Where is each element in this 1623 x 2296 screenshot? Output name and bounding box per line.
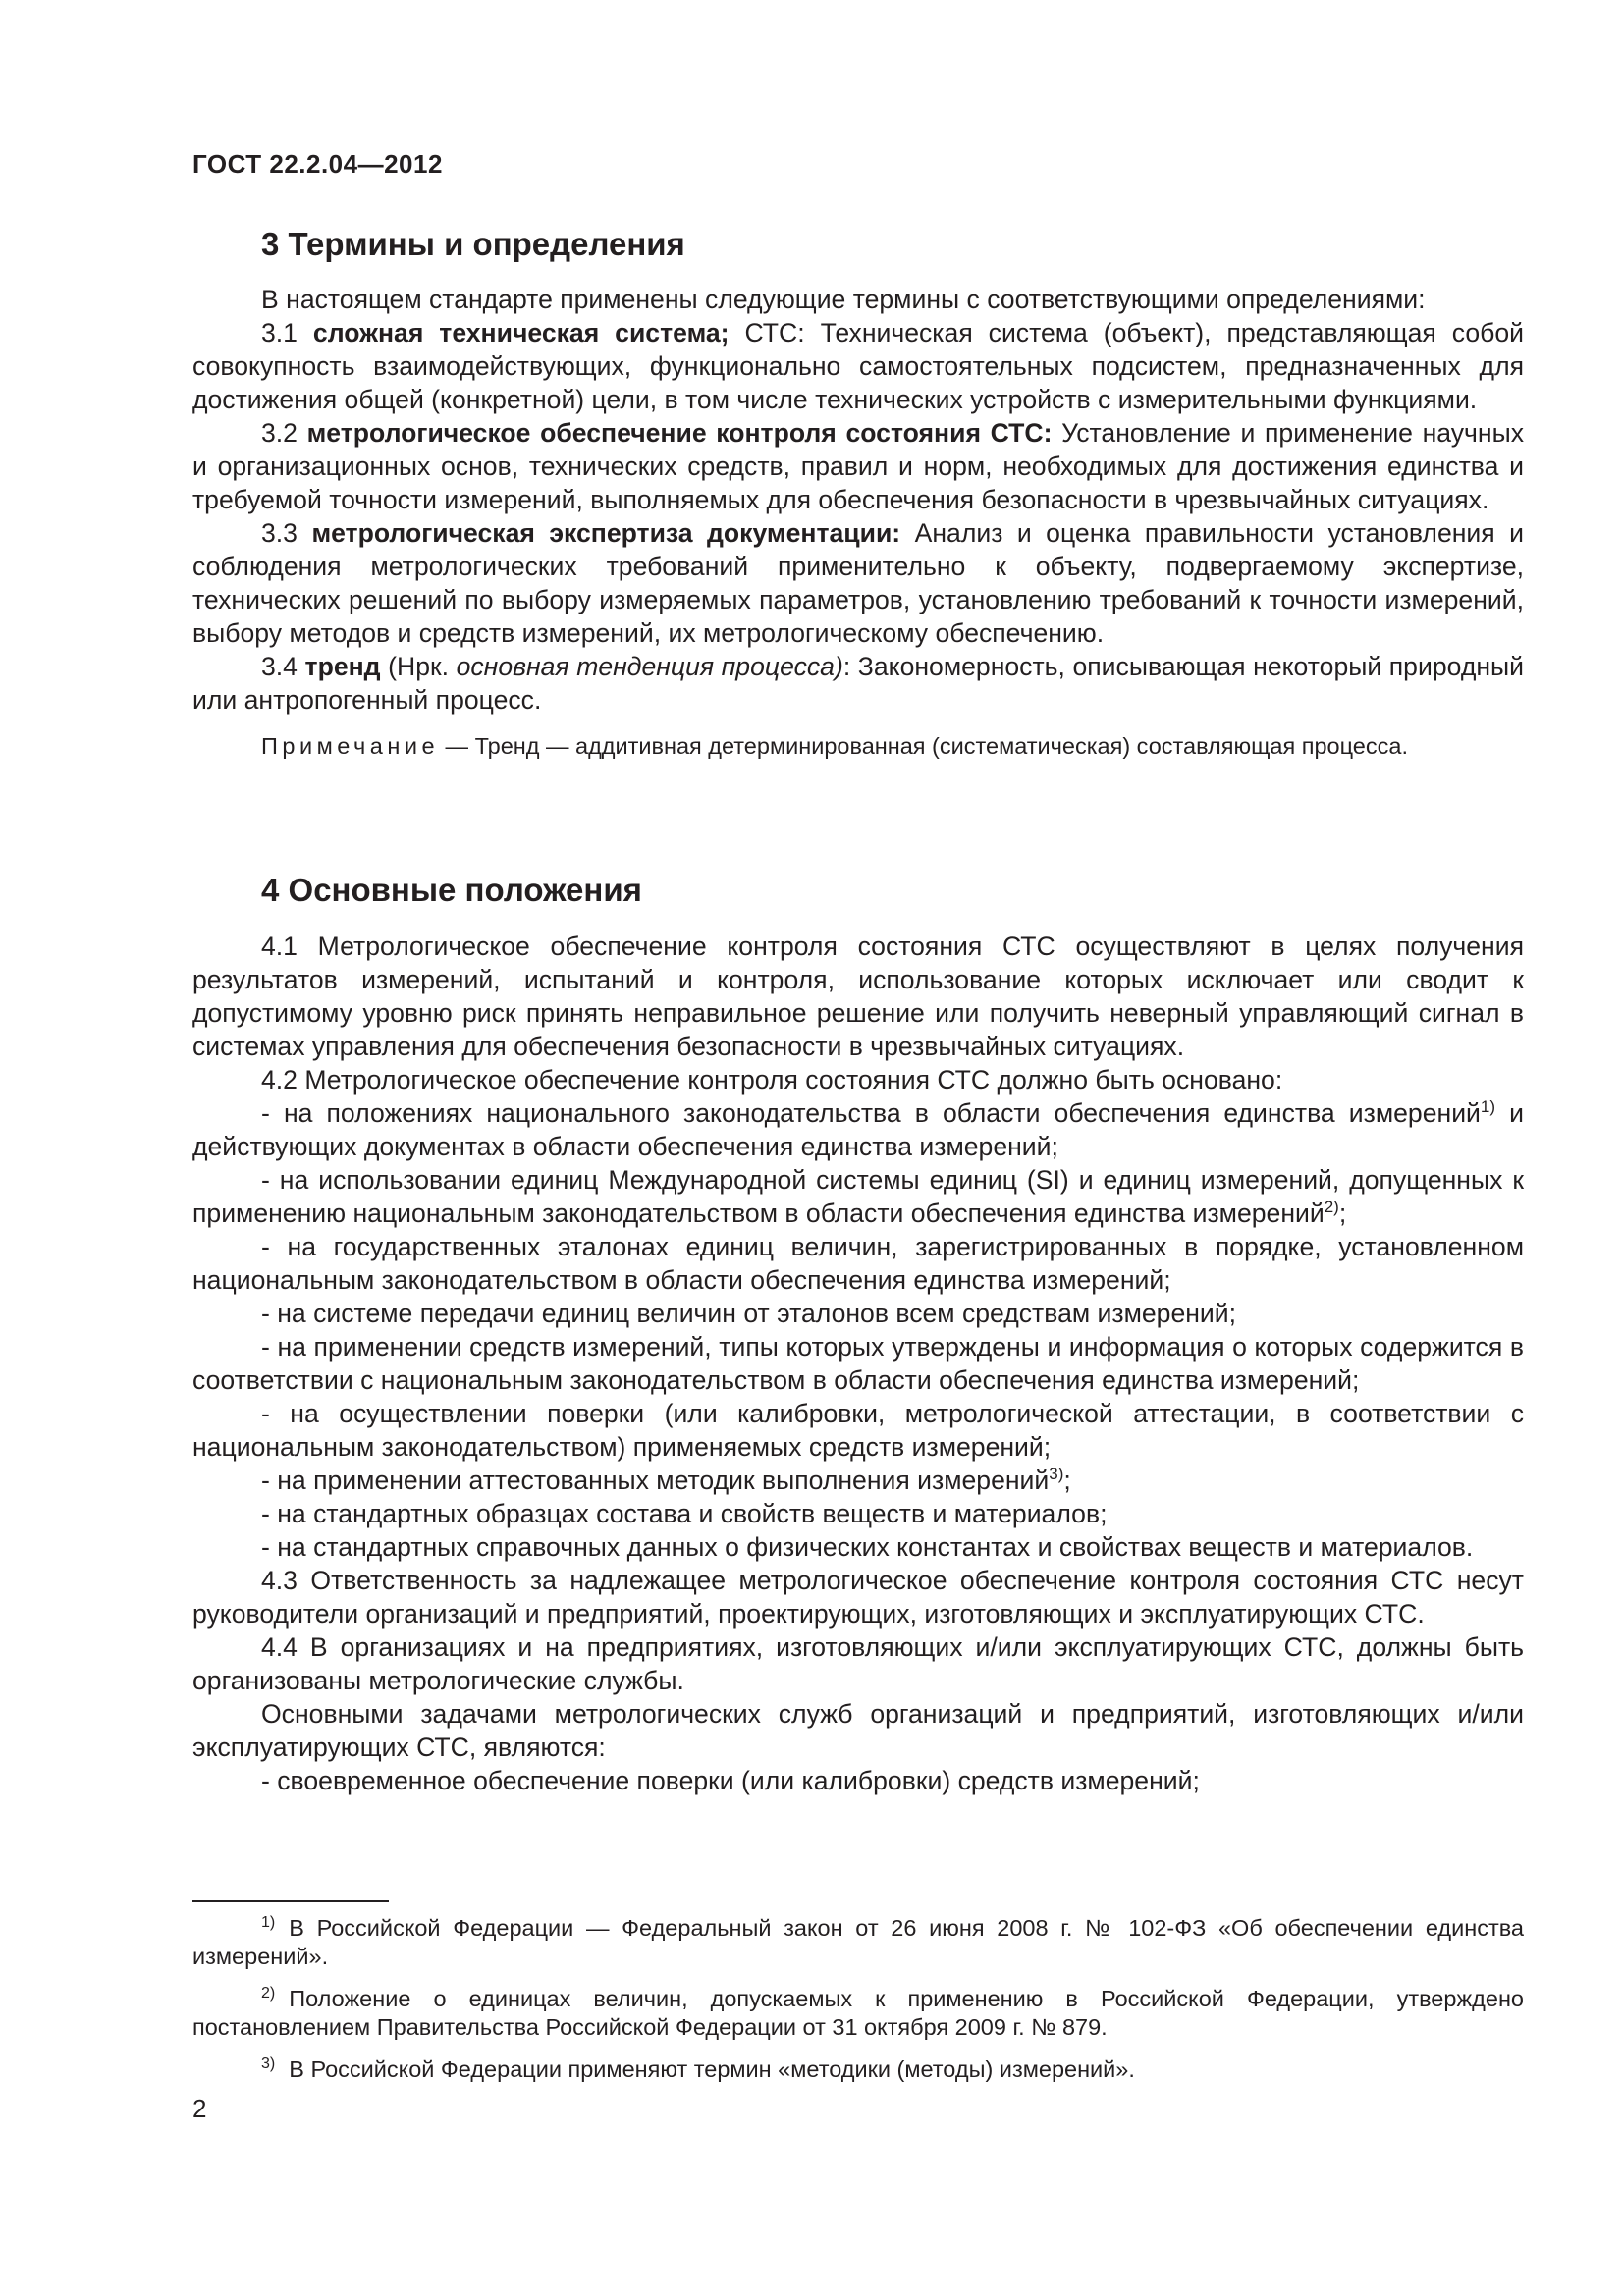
footnote-2-text: Положение о единицах величин, допускаемых к применению в Российской Федерации, утверждено постановлением Правительства Российской Федерации от 31 октября 2009 г. № 879. xyxy=(192,1986,1524,2040)
term-3-1 xyxy=(192,316,1524,416)
section-3-intro: В настоящем стандарте применены следующие термины с соответствующими определениями: xyxy=(261,285,1426,314)
list-item xyxy=(192,1464,1524,1497)
footnote-1-mark: 1) xyxy=(261,1914,276,1931)
list-item-text: - на использовании единиц Международной системы единиц (SI) и единиц измерений, допущенных к применению национальным законодательством в области обеспечения единства измерений xyxy=(192,1165,1524,1228)
footnote-ref-3: 3) xyxy=(1049,1465,1064,1483)
page-number: 2 xyxy=(192,2094,207,2123)
term-3-3 xyxy=(192,516,1524,650)
list-item xyxy=(192,1096,1524,1163)
term-3-1-number: 3.1 xyxy=(261,318,313,347)
term-3-3-term: метрологическая экспертиза документации: xyxy=(311,518,901,548)
term-3-2 xyxy=(192,416,1524,516)
clause-4-4: 4.4 В организациях и на предприятиях, изготовляющих и/или эксплуатирующих СТС, должны быть организованы метрологические службы. xyxy=(192,1632,1524,1695)
term-3-4-number: 3.4 xyxy=(261,652,305,681)
term-3-4-alt-term: основная тенденция процесса) xyxy=(456,652,843,681)
note-text: — Тренд — аддитивная детерминированная (систематическая) составляющая процесса. xyxy=(439,733,1408,759)
section-4-body xyxy=(192,930,1524,1797)
clause-4-1: 4.1 Метрологическое обеспечение контроля состояния СТС осуществляют в целях получения результатов измерений, испытаний и контроля, использование которых исключает или сводит к допустимому уровню риск принять неправильное решение или получить неверный управляющий сигнал в системах управления для обеспечения безопасности в чрезвычайных ситуациях. xyxy=(192,932,1524,1061)
section-3-body xyxy=(192,283,1524,761)
footnote-ref-2: 2) xyxy=(1324,1198,1339,1216)
footnote-separator xyxy=(192,1900,389,1902)
footnote-2-mark: 2) xyxy=(261,1985,276,2002)
list-item-text: - на применении аттестованных методик выполнения измерений xyxy=(261,1466,1050,1495)
clause-4-2: 4.2 Метрологическое обеспечение контроля состояния СТС должно быть основано: xyxy=(261,1065,1283,1095)
term-3-2-term: метрологическое обеспечение контроля состояния СТС: xyxy=(306,418,1053,448)
document-header: ГОСТ 22.2.04—2012 xyxy=(192,149,443,179)
footnote-2 xyxy=(192,1985,1524,2042)
list-item xyxy=(192,1163,1524,1230)
footnote-3-text: В Российской Федерации применяют термин «методики (методы) измерений». xyxy=(289,2056,1135,2082)
note xyxy=(192,731,1524,761)
list-item-text: ; xyxy=(1063,1466,1071,1495)
term-3-1-definition: СТС: Техническая система (объект), представляющая собой совокупность взаимодействующих, функционально самостоятельных подсистем, предназначенных для достижения общей (конкретной) цели, в том числе технических устройств с измерительными функциями. xyxy=(192,318,1525,414)
footnotes xyxy=(192,1914,1524,2098)
footnote-3 xyxy=(192,2056,1524,2084)
section-3-title: 3 Термины и определения xyxy=(261,226,685,262)
term-3-1-term: сложная техническая система; xyxy=(312,318,730,347)
section-4-title: 4 Основные положения xyxy=(261,872,642,908)
list-item: - на осуществлении поверки (или калибровки, метрологической аттестации, в соответствии с национальным законодательством) применяемых средств измерений; xyxy=(192,1399,1524,1462)
clause-4-4-tasks: Основными задачами метрологических служб организаций и предприятий, изготовляющих и/или эксплуатирующих СТС, являются: xyxy=(192,1699,1524,1762)
note-label: Примечание xyxy=(261,733,440,759)
term-3-4 xyxy=(192,650,1524,717)
term-3-2-definition: Установление и применение научных и организационных основ, технических средств, правил и норм, необходимых для достижения единства и требуемой точности измерений, выполняемых для обеспечения безопасности в чрезвычайных ситуациях. xyxy=(192,418,1525,514)
list-item-text: ; xyxy=(1338,1199,1347,1228)
term-3-4-paren: (Нрк. xyxy=(380,652,457,681)
footnote-3-mark: 3) xyxy=(261,2056,276,2072)
footnote-1 xyxy=(192,1914,1524,1971)
term-3-4-definition: : Закономерность, описывающая некоторый природный или антропогенный процесс. xyxy=(192,652,1524,715)
footnote-1-text: В Российской Федерации — Федеральный закон от 26 июня 2008 г. № 102-ФЗ «Об обеспечении единства измерений». xyxy=(192,1915,1524,1969)
list-item: - своевременное обеспечение поверки (или калибровки) средств измерений; xyxy=(261,1766,1200,1795)
list-item: - на государственных эталонах единиц величин, зарегистрированных в порядке, установленном национальным законодательством в области обеспечения единства измерений; xyxy=(192,1232,1524,1295)
clause-4-3: 4.3 Ответственность за надлежащее метрологическое обеспечение контроля состояния СТС несут руководители организаций и предприятий, проектирующих, изготовляющих и эксплуатирующих СТС. xyxy=(192,1566,1524,1629)
list-item-text: - на положениях национального законодательства в области обеспечения единства измерений xyxy=(261,1098,1481,1128)
footnote-ref-1: 1) xyxy=(1480,1097,1496,1116)
term-3-4-term: тренд xyxy=(304,652,381,681)
term-3-2-number: 3.2 xyxy=(261,418,307,448)
list-item-text: и действующих документах в области обеспечения единства измерений; xyxy=(192,1098,1524,1161)
list-item: - на стандартных справочных данных о физических константах и свойствах веществ и материалов. xyxy=(261,1532,1474,1562)
list-item: - на стандартных образцах состава и свойств веществ и материалов; xyxy=(261,1499,1108,1528)
term-3-3-number: 3.3 xyxy=(261,518,312,548)
list-item: - на применении средств измерений, типы которых утверждены и информация о которых содержится в соответствии с национальным законодательством в области обеспечения единства измерений; xyxy=(192,1332,1524,1395)
list-item: - на системе передачи единиц величин от эталонов всем средствам измерений; xyxy=(261,1299,1237,1328)
term-3-3-definition: Анализ и оценка правильности установления и соблюдения метрологических требований применительно к объекту, подвергаемому экспертизе, технических решений по выбору измеряемых параметров, установлению требований к точности измерений, выбору методов и средств измерений, их метрологическому обеспечению. xyxy=(192,518,1524,648)
